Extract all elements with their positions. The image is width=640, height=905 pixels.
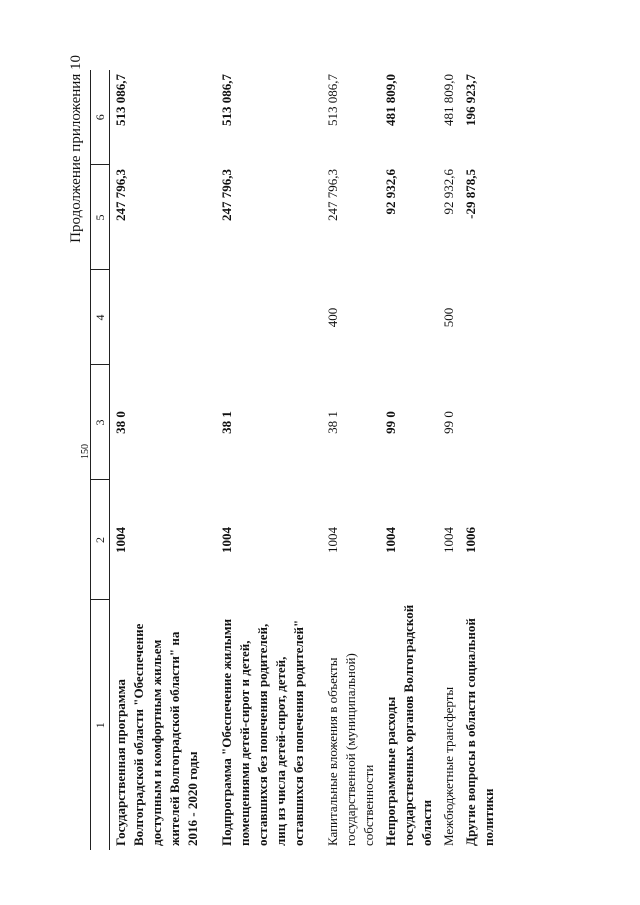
- col-header-2: 2: [91, 480, 110, 600]
- row-type: 500: [441, 307, 456, 328]
- row-name: Другие вопросы в области социальной политики: [463, 618, 496, 846]
- col-header-6: 6: [91, 70, 110, 165]
- row-amount-2: 196 923,7: [463, 74, 478, 126]
- budget-table: [90, 70, 500, 850]
- row-amount-2: 513 086,7: [219, 74, 234, 126]
- row-program: 38 1: [325, 411, 340, 434]
- table-row: [310, 70, 380, 850]
- row-program: 38 0: [113, 411, 128, 434]
- row-amount-1: 247 796,3: [113, 169, 128, 221]
- row-amount-1: 92 932,6: [441, 169, 456, 215]
- row-type: 400: [325, 307, 340, 328]
- row-name: Непрограммные расходы государственных органов Волгоградской области: [383, 604, 434, 846]
- row-amount-2: 513 086,7: [113, 74, 128, 126]
- row-program: [460, 365, 500, 480]
- col-header-4: 4: [91, 270, 110, 365]
- row-code: 1004: [325, 527, 340, 553]
- table-row: [204, 70, 310, 850]
- page-number: 150: [80, 444, 91, 459]
- table-row: [110, 70, 205, 850]
- col-header-1: 1: [91, 600, 110, 850]
- table-row: [380, 70, 438, 850]
- table-row: [438, 70, 460, 850]
- row-amount-2: 481 809,0: [441, 74, 456, 126]
- row-program: 38 1: [219, 411, 234, 434]
- page-caption: Продолжение приложения 10: [68, 55, 84, 243]
- row-amount-1: -29 878,5: [463, 169, 478, 219]
- row-name: Подпрограмма "Обеспечение жилыми помещениями детей-сирот и детей, оставшихся без попечения родителей, лиц из числа детей-сирот, детей, оставшихся без попечения родителей": [219, 618, 306, 846]
- row-type: [460, 270, 500, 365]
- row-program: 99 0: [441, 411, 456, 434]
- row-code: 1004: [441, 527, 456, 553]
- col-header-3: 3: [91, 365, 110, 480]
- row-name: Капитальные вложения в объекты государственной (муниципальной) собственности: [325, 653, 376, 846]
- table-row: [460, 70, 500, 850]
- row-code: 1006: [463, 527, 478, 553]
- row-code: 1004: [219, 527, 234, 553]
- row-type: [110, 270, 205, 365]
- row-name: Межбюджетные трансферты: [441, 686, 456, 846]
- row-type: [204, 270, 310, 365]
- row-amount-2: 481 809,0: [383, 74, 398, 126]
- row-type: [380, 270, 438, 365]
- row-code: 1004: [383, 527, 398, 553]
- col-header-5: 5: [91, 165, 110, 270]
- table-header-row: [91, 70, 110, 850]
- row-amount-1: 247 796,3: [325, 169, 340, 221]
- row-amount-2: 513 086,7: [325, 74, 340, 126]
- row-amount-1: 247 796,3: [219, 169, 234, 221]
- row-code: 1004: [113, 527, 128, 553]
- row-name: Государственная программа Волгоградской области "Обеспечение доступным и комфортным жильем жителей Волгоградской области" на 2016 - 2020 годы: [113, 623, 200, 846]
- row-amount-1: 92 932,6: [383, 169, 398, 215]
- row-program: 99 0: [383, 411, 398, 434]
